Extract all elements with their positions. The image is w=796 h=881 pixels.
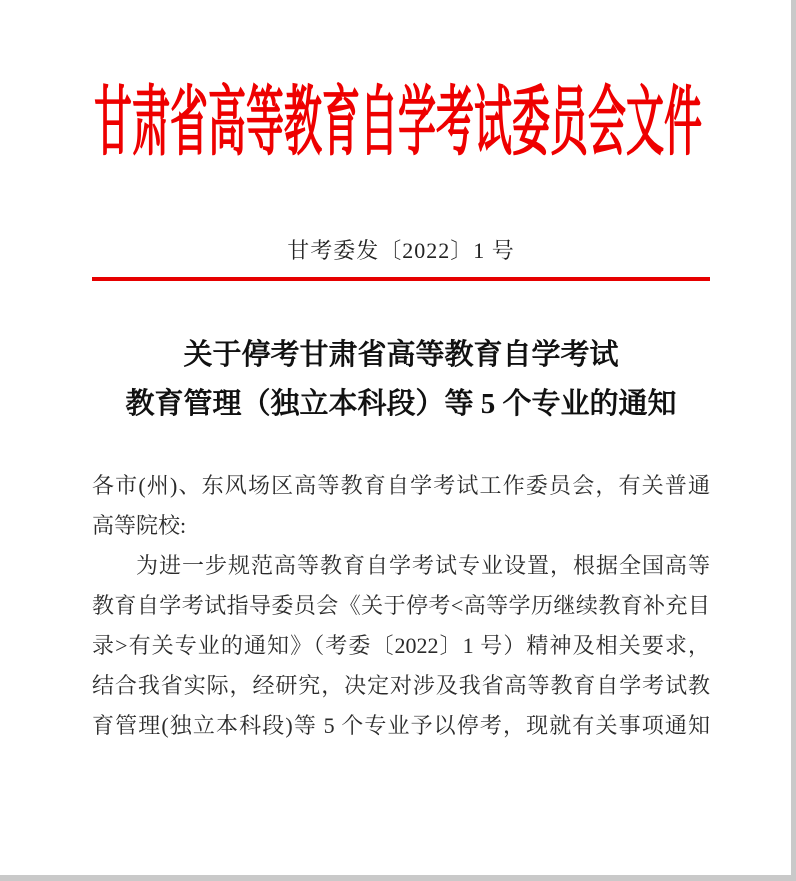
- body-line-salutation-1: 各市(州)、东风场区高等教育自学考试工作委员会，有关普通: [92, 473, 710, 498]
- page-edge-right: [791, 0, 796, 881]
- notice-title: [92, 331, 710, 429]
- masthead-title-text: 甘肃省高等教育自学考试委员会文件: [93, 82, 702, 166]
- masthead-title: [0, 82, 796, 166]
- notice-body: [92, 466, 710, 746]
- notice-title-line1: 关于停考甘肃省高等教育自学考试: [183, 339, 619, 371]
- notice-title-line2: 教育管理（独立本科段）等 5 个专业的通知: [125, 388, 677, 420]
- document-number: 甘考委发〔2022〕1 号: [287, 238, 515, 263]
- page-edge-bottom: [0, 875, 796, 881]
- body-line-paragraph-2: 教育自学考试指导委员会《关于停考<高等学历继续教育补充目: [92, 593, 710, 618]
- body-line-paragraph-3: 录>有关专业的通知》（考委〔2022〕1 号）精神及相关要求，: [92, 633, 710, 658]
- body-line-salutation-2: 高等院校:: [92, 513, 187, 538]
- body-line-paragraph-4: 结合我省实际，经研究，决定对涉及我省高等教育自学考试教: [92, 673, 710, 698]
- body-line-paragraph-1: 为进一步规范高等教育自学考试专业设置，根据全国高等: [136, 553, 710, 578]
- red-divider-line: [92, 277, 710, 281]
- body-line-paragraph-5: 育管理(独立本科段)等 5 个专业予以停考，现就有关事项通知: [92, 713, 710, 738]
